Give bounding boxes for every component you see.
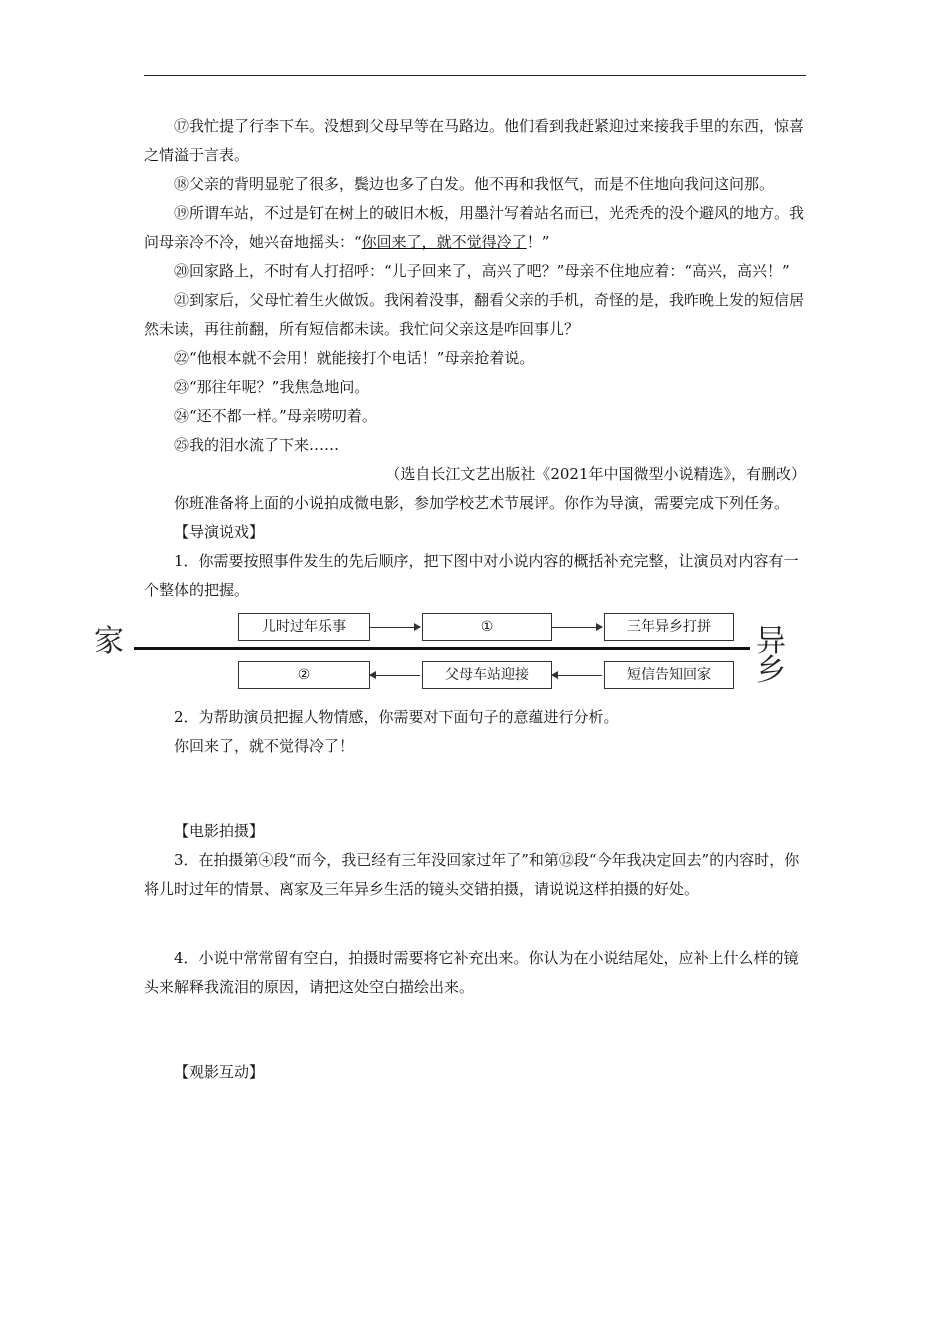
question-3: 3．在拍摄第④段“而今，我已经有三年没回家过年了”和第⑫段“今年我决定回去”的内容时，你将儿时过年的情景、离家及三年异乡生活的镜头交错拍摄，请说说这样拍摄的好处。 [144,851,800,898]
flow-label-home: 家 [94,624,124,659]
section-shooting: 【电影拍摄】 [174,822,265,840]
paragraph-19-text: ⑲所谓车站，不过是钉在树上的破旧木板，用墨汁写着站名而已，光秃秃的没个避风的地方。我问母亲冷不冷，她兴奋地摇头：“ [144,204,805,251]
underlined-sentence: 你回来了，就不觉得冷了 [361,233,527,251]
question-2-sentence: 你回来了，就不觉得冷了！ [174,737,355,755]
flow-box-blank-1: ① [422,613,552,641]
flow-arrow-left-2 [552,675,602,676]
paragraph-17: ⑰我忙提了行李下车。没想到父母早等在马路边。他们看到我赶紧迎过来接我手里的东西，惊喜之情溢于言表。 [144,117,805,164]
flow-main-line [134,647,750,650]
paragraph-19-end: ！” [526,233,550,251]
question-1: 1．你需要按照事件发生的先后顺序，把下图中对小说内容的概括补充完整，让演员对内容有一个整体的把握。 [144,552,799,599]
answer-space-3 [144,904,806,944]
flow-arrow-right-2 [552,627,602,628]
answer-space-4 [144,1002,806,1058]
flow-box-childhood: 儿时过年乐事 [238,613,370,641]
section-director: 【导演说戏】 [174,523,265,541]
flow-box-message: 短信告知回家 [604,661,734,689]
flow-box-abroad: 三年异乡打拼 [604,613,734,641]
answer-space-2 [144,761,806,817]
paragraph-18: ⑱父亲的背明显驼了很多，鬓边也多了白发。他不再和我怄气，而是不住地向我问这问那。 [174,175,775,193]
paragraph-21: ㉑到家后，父母忙着生火做饭。我闲着没事，翻看父亲的手机，奇怪的是，我昨晚上发的短信居然未读，再往前翻，所有短信都未读。我忙问父亲这是咋回事儿？ [144,291,805,338]
paragraph-20: ⑳回家路上，不时有人打招呼：“儿子回来了，高兴了吧？”母亲不住地应着：“高兴，高兴！” [174,262,790,280]
question-4: 4．小说中常常留有空白，拍摄时需要将它补充出来。你认为在小说结尾处，应补上什么样的镜头来解释我流泪的原因，请把这处空白描绘出来。 [144,949,799,996]
paragraph-23: ㉓“那往年呢？”我焦急地问。 [174,378,370,396]
paragraph-24: ㉔“还不都一样。”母亲唠叨着。 [174,407,377,425]
flow-arrow-left-1 [370,675,420,676]
paragraph-22: ㉒“他根本就不会用！就能接打个电话！”母亲抢着说。 [174,349,535,367]
task-intro: 你班准备将上面的小说拍成微电影，参加学校艺术节展评。你作为导演，需要完成下列任务。 [174,494,790,512]
paragraph-19 [144,199,806,257]
document-body [94,112,806,1087]
section-interaction: 【观影互动】 [174,1063,265,1081]
header-rule [144,75,806,76]
paragraph-25: ㉕我的泪水流了下来…… [174,436,340,454]
plot-flow-diagram [94,609,806,697]
flow-box-station: 父母车站迎接 [422,661,552,689]
source-citation: （选自长江文艺出版社《2021年中国微型小说精选》，有删改） [385,465,806,483]
question-2: 2．为帮助演员把握人物情感，你需要对下面句子的意蕴进行分析。 [174,708,619,726]
flow-box-blank-2: ② [238,661,370,689]
flow-arrow-right-1 [370,627,420,628]
flow-label-away: 异乡 [756,624,786,688]
